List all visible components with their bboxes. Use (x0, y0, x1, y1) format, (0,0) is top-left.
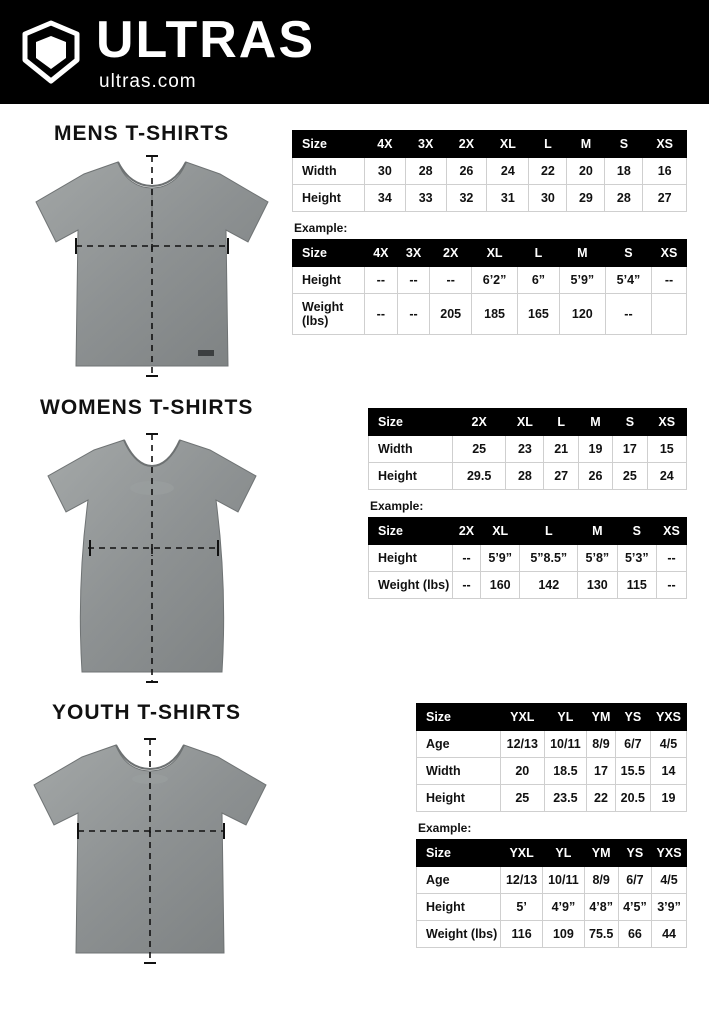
cell: 5’4” (605, 267, 651, 294)
cell: 10/11 (544, 731, 587, 758)
row-label: Age (417, 867, 501, 894)
table-row (417, 894, 687, 921)
cell: 12/13 (501, 867, 543, 894)
cell: 22 (529, 158, 567, 185)
section-mens (0, 104, 709, 394)
col-header: XL (472, 240, 518, 267)
cell: -- (397, 267, 430, 294)
col-header: XS (652, 240, 687, 267)
youth-tshirt-illustration-icon (20, 731, 292, 981)
col-header: YM (587, 704, 616, 731)
col-header: YXL (501, 840, 543, 867)
col-header: 2X (430, 240, 472, 267)
cell: 19 (578, 436, 612, 463)
size-chart-content (0, 104, 709, 999)
table-row (369, 463, 687, 490)
cell: 23.5 (544, 785, 587, 812)
col-header: 2X (453, 409, 506, 436)
womens-left-column (14, 394, 292, 699)
brand-url: ultras.com (99, 70, 197, 92)
cell: 10/11 (543, 867, 584, 894)
row-label: Weight (lbs) (369, 572, 453, 599)
col-header: XS (657, 518, 687, 545)
cell: 28 (506, 463, 544, 490)
cell: 18.5 (544, 758, 587, 785)
cell: 5’3” (617, 545, 656, 572)
cell: 75.5 (584, 921, 618, 948)
col-header: Size (293, 240, 365, 267)
youth-example-table (416, 839, 687, 948)
table-row (293, 158, 687, 185)
cell: 18 (605, 158, 643, 185)
cell: -- (365, 294, 398, 335)
col-header: S (613, 409, 647, 436)
example-label-womens: Example: (370, 499, 424, 513)
cell: 3’9” (652, 894, 687, 921)
cell: 5’ (501, 894, 543, 921)
table-row (417, 921, 687, 948)
cell: -- (657, 545, 687, 572)
cell: 26 (578, 463, 612, 490)
cell: 160 (480, 572, 519, 599)
row-label: Height (369, 463, 453, 490)
table-row (369, 436, 687, 463)
row-label: Weight (lbs) (293, 294, 365, 335)
col-header: 2X (453, 518, 481, 545)
cell: 12/13 (501, 731, 545, 758)
mens-left-column (14, 104, 292, 394)
cell (652, 294, 687, 335)
table-row (417, 758, 687, 785)
cell: 21 (544, 436, 578, 463)
col-header: L (520, 518, 578, 545)
cell: 185 (472, 294, 518, 335)
cell: 5’8” (578, 545, 617, 572)
col-header: M (578, 409, 612, 436)
col-header: XS (647, 409, 686, 436)
col-header: L (518, 240, 560, 267)
cell: 27 (643, 185, 687, 212)
cell: 28 (605, 185, 643, 212)
cell: 16 (643, 158, 687, 185)
cell: 14 (650, 758, 686, 785)
col-header: M (578, 518, 617, 545)
cell: 20.5 (615, 785, 650, 812)
table-row (417, 867, 687, 894)
cell: 66 (618, 921, 651, 948)
cell: 5’9” (480, 545, 519, 572)
col-header: XL (480, 518, 519, 545)
mens-example-table (292, 239, 687, 335)
cell: -- (453, 545, 481, 572)
table-row (293, 267, 687, 294)
cell: 22 (587, 785, 616, 812)
col-header: S (605, 131, 643, 158)
col-header: YL (544, 704, 587, 731)
cell: -- (365, 267, 398, 294)
cell: -- (397, 294, 430, 335)
row-label: Height (293, 185, 365, 212)
cell: 8/9 (584, 867, 618, 894)
row-label: Age (417, 731, 501, 758)
cell: 15 (647, 436, 686, 463)
cell: 20 (567, 158, 605, 185)
cell: 29 (567, 185, 605, 212)
table-row (417, 731, 687, 758)
cell: 23 (506, 436, 544, 463)
table-header-row (369, 518, 687, 545)
cell: 20 (501, 758, 545, 785)
cell: -- (453, 572, 481, 599)
mens-example-table-block (292, 239, 687, 335)
womens-tables (292, 394, 695, 699)
table-row (417, 785, 687, 812)
cell: 4/5 (652, 867, 687, 894)
cell: 25 (453, 436, 506, 463)
table-header-row (417, 840, 687, 867)
cell: 34 (365, 185, 406, 212)
col-header: Size (417, 840, 501, 867)
cell: 165 (518, 294, 560, 335)
cell: 6/7 (615, 731, 650, 758)
cell: 33 (405, 185, 446, 212)
table-header-row (369, 409, 687, 436)
section-title-mens: MENS T-SHIRTS (54, 122, 230, 145)
row-label: Height (417, 894, 501, 921)
cell: 4’5” (618, 894, 651, 921)
col-header: YM (584, 840, 618, 867)
col-header: 2X (446, 131, 487, 158)
table-header-row (293, 131, 687, 158)
col-header: Size (369, 518, 453, 545)
cell: 31 (487, 185, 529, 212)
table-row (369, 545, 687, 572)
col-header: L (544, 409, 578, 436)
cell: 116 (501, 921, 543, 948)
cell: 27 (544, 463, 578, 490)
cell: 6’2” (472, 267, 518, 294)
cell: 8/9 (587, 731, 616, 758)
col-header: YXL (501, 704, 545, 731)
row-label: Width (417, 758, 501, 785)
section-title-womens: WOMENS T-SHIRTS (40, 396, 254, 419)
cell: 30 (365, 158, 406, 185)
cell: 6” (518, 267, 560, 294)
cell: 4’9” (543, 894, 584, 921)
cell: 5’9” (559, 267, 605, 294)
cell: 32 (446, 185, 487, 212)
col-header: L (529, 131, 567, 158)
col-header: YS (618, 840, 651, 867)
womens-example-table (368, 517, 687, 599)
example-label-mens: Example: (294, 221, 348, 235)
ultras-shield-logo-icon (18, 19, 84, 85)
section-womens (0, 394, 709, 699)
mens-size-table-block (292, 130, 687, 212)
table-header-row (417, 704, 687, 731)
col-header: YS (615, 704, 650, 731)
cell: -- (652, 267, 687, 294)
cell: 17 (587, 758, 616, 785)
table-header-row (293, 240, 687, 267)
cell: 24 (647, 463, 686, 490)
womens-example-table-block (368, 517, 687, 599)
col-header: YXS (652, 840, 687, 867)
youth-size-table (416, 703, 687, 812)
cell: 4/5 (650, 731, 686, 758)
cell: 115 (617, 572, 656, 599)
mens-tshirt-illustration-icon (22, 150, 292, 390)
col-header: S (617, 518, 656, 545)
cell: 28 (405, 158, 446, 185)
womens-size-table-block (368, 408, 687, 490)
table-row (369, 572, 687, 599)
youth-example-table-block (416, 839, 687, 948)
cell: 29.5 (453, 463, 506, 490)
cell: 5”8.5” (520, 545, 578, 572)
youth-size-table-block (416, 703, 687, 812)
cell: 30 (529, 185, 567, 212)
womens-size-table (368, 408, 687, 490)
col-header: XL (506, 409, 544, 436)
cell: 4’8” (584, 894, 618, 921)
cell: -- (657, 572, 687, 599)
col-header: XL (487, 131, 529, 158)
brand-name: ULTRAS (96, 10, 316, 69)
youth-left-column (14, 699, 292, 999)
section-title-youth: YOUTH T-SHIRTS (52, 701, 242, 724)
cell: 205 (430, 294, 472, 335)
col-header: YL (543, 840, 584, 867)
cell: 26 (446, 158, 487, 185)
col-header: M (567, 131, 605, 158)
cell: 15.5 (615, 758, 650, 785)
page-header (0, 0, 709, 104)
section-youth (0, 699, 709, 999)
cell: 6/7 (618, 867, 651, 894)
cell: 25 (501, 785, 545, 812)
col-header: S (605, 240, 651, 267)
cell: -- (430, 267, 472, 294)
col-header: Size (293, 131, 365, 158)
mens-size-table (292, 130, 687, 212)
row-label: Width (369, 436, 453, 463)
col-header: 3X (397, 240, 430, 267)
cell: 109 (543, 921, 584, 948)
col-header: Size (369, 409, 453, 436)
cell: 142 (520, 572, 578, 599)
cell: 25 (613, 463, 647, 490)
row-label: Height (293, 267, 365, 294)
youth-tables (292, 699, 695, 999)
row-label: Width (293, 158, 365, 185)
col-header: YXS (650, 704, 686, 731)
cell: 130 (578, 572, 617, 599)
table-row (293, 294, 687, 335)
womens-tshirt-illustration-icon (32, 426, 292, 694)
col-header: 4X (365, 240, 398, 267)
cell: 17 (613, 436, 647, 463)
row-label: Height (369, 545, 453, 572)
row-label: Height (417, 785, 501, 812)
col-header: M (559, 240, 605, 267)
cell: -- (605, 294, 651, 335)
mens-tables (292, 104, 695, 394)
col-header: Size (417, 704, 501, 731)
row-label: Weight (lbs) (417, 921, 501, 948)
col-header: 4X (365, 131, 406, 158)
cell: 19 (650, 785, 686, 812)
cell: 120 (559, 294, 605, 335)
example-label-youth: Example: (418, 821, 472, 835)
col-header: XS (643, 131, 687, 158)
table-row (293, 185, 687, 212)
col-header: 3X (405, 131, 446, 158)
cell: 24 (487, 158, 529, 185)
cell: 44 (652, 921, 687, 948)
